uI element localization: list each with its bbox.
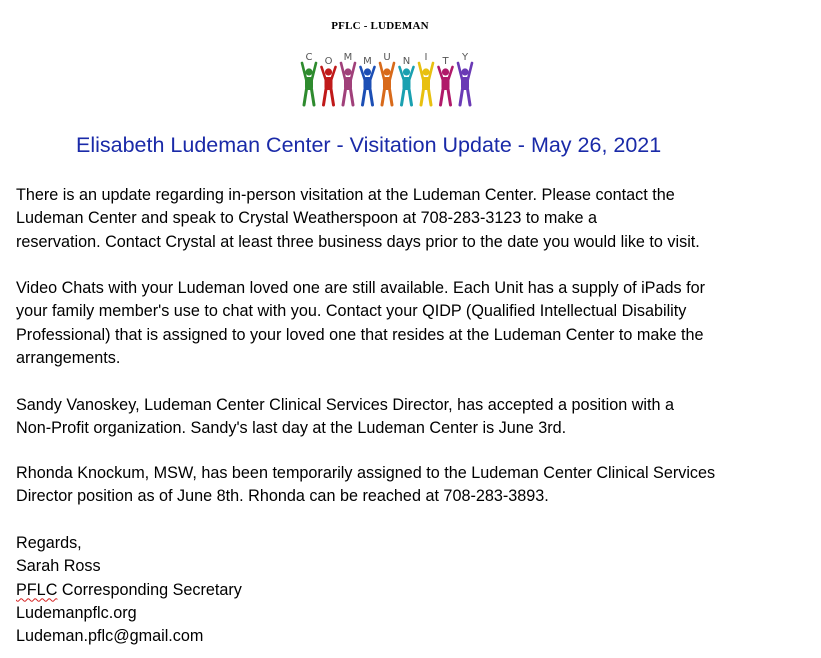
spellcheck-underlined-word: PFLC (16, 580, 58, 599)
logo-person (419, 52, 433, 105)
logo-letter: N (402, 56, 411, 67)
organization-header: PFLC - LUDEMAN (331, 20, 429, 32)
paragraph-line: There is an update regarding in-person visitation at the Ludeman Center. Please contact the (16, 186, 675, 204)
paragraph-line: Sandy Vanoskey, Ludeman Center Clinical Services Director, has accepted a position with a (16, 396, 675, 414)
logo-letter: O (324, 56, 333, 67)
paragraph-line: Video Chats with your Ludeman loved one are still available. Each Unit has a supply of iPads for (16, 279, 705, 297)
paragraph-line: Rhonda Knockum, MSW, has been temporarily assigned to the Ludeman Center Clinical Services (16, 464, 716, 482)
paragraph-sandy (16, 394, 806, 441)
paragraph-video-chats (16, 277, 806, 370)
paragraph-line: your family member's use to chat with you. Contact your QIDP (Qualified Intellectual Disability (16, 302, 687, 321)
signature-block (16, 532, 806, 648)
signature-role-rest: Corresponding Secretary (57, 580, 242, 599)
community-logo (300, 48, 478, 108)
logo-letter: I (424, 52, 428, 63)
logo-person (341, 52, 355, 105)
logo-person (302, 52, 316, 105)
logo-letter: T (442, 56, 449, 67)
signature-email: Ludeman.pflc@gmail.com (16, 627, 204, 646)
logo-letter: Y (461, 52, 469, 63)
paragraph-line: Ludeman Center and speak to Crystal Weatherspoon at 708-283-3123 to make a (16, 209, 598, 228)
signature-website: Ludemanpflc.org (16, 603, 137, 622)
logo-letter: M (343, 52, 353, 63)
logo-person (439, 56, 453, 105)
paragraph-line: Director position as of June 8th. Rhonda can be reached at 708-283-3893. (16, 487, 549, 506)
logo-person (361, 56, 375, 105)
signature-role (16, 579, 806, 602)
paragraph-line: arrangements. (16, 348, 121, 367)
logo-person (400, 56, 414, 105)
paragraph-visitation (16, 184, 806, 254)
paragraph-line: Professional) that is assigned to your loved one that resides at the Ludeman Center to make the (16, 325, 704, 344)
page-title: Elisabeth Ludeman Center - Visitation Update - May 26, 2021 (76, 133, 662, 157)
paragraph-line: Non-Profit organization. Sandy's last day at the Ludeman Center is June 3rd. (16, 419, 567, 438)
signature-closing: Regards, (16, 534, 82, 552)
logo-letter: M (363, 56, 372, 67)
paragraph-rhonda (16, 462, 806, 509)
logo-person (458, 52, 472, 105)
logo-person (322, 56, 336, 105)
logo-people (302, 52, 472, 105)
logo-letter: U (383, 52, 391, 63)
signature-name: Sarah Ross (16, 557, 101, 576)
logo-letter: C (305, 52, 313, 63)
logo-person (380, 52, 394, 105)
paragraph-line: reservation. Contact Crystal at least three business days prior to the date you would like to visit. (16, 232, 700, 251)
